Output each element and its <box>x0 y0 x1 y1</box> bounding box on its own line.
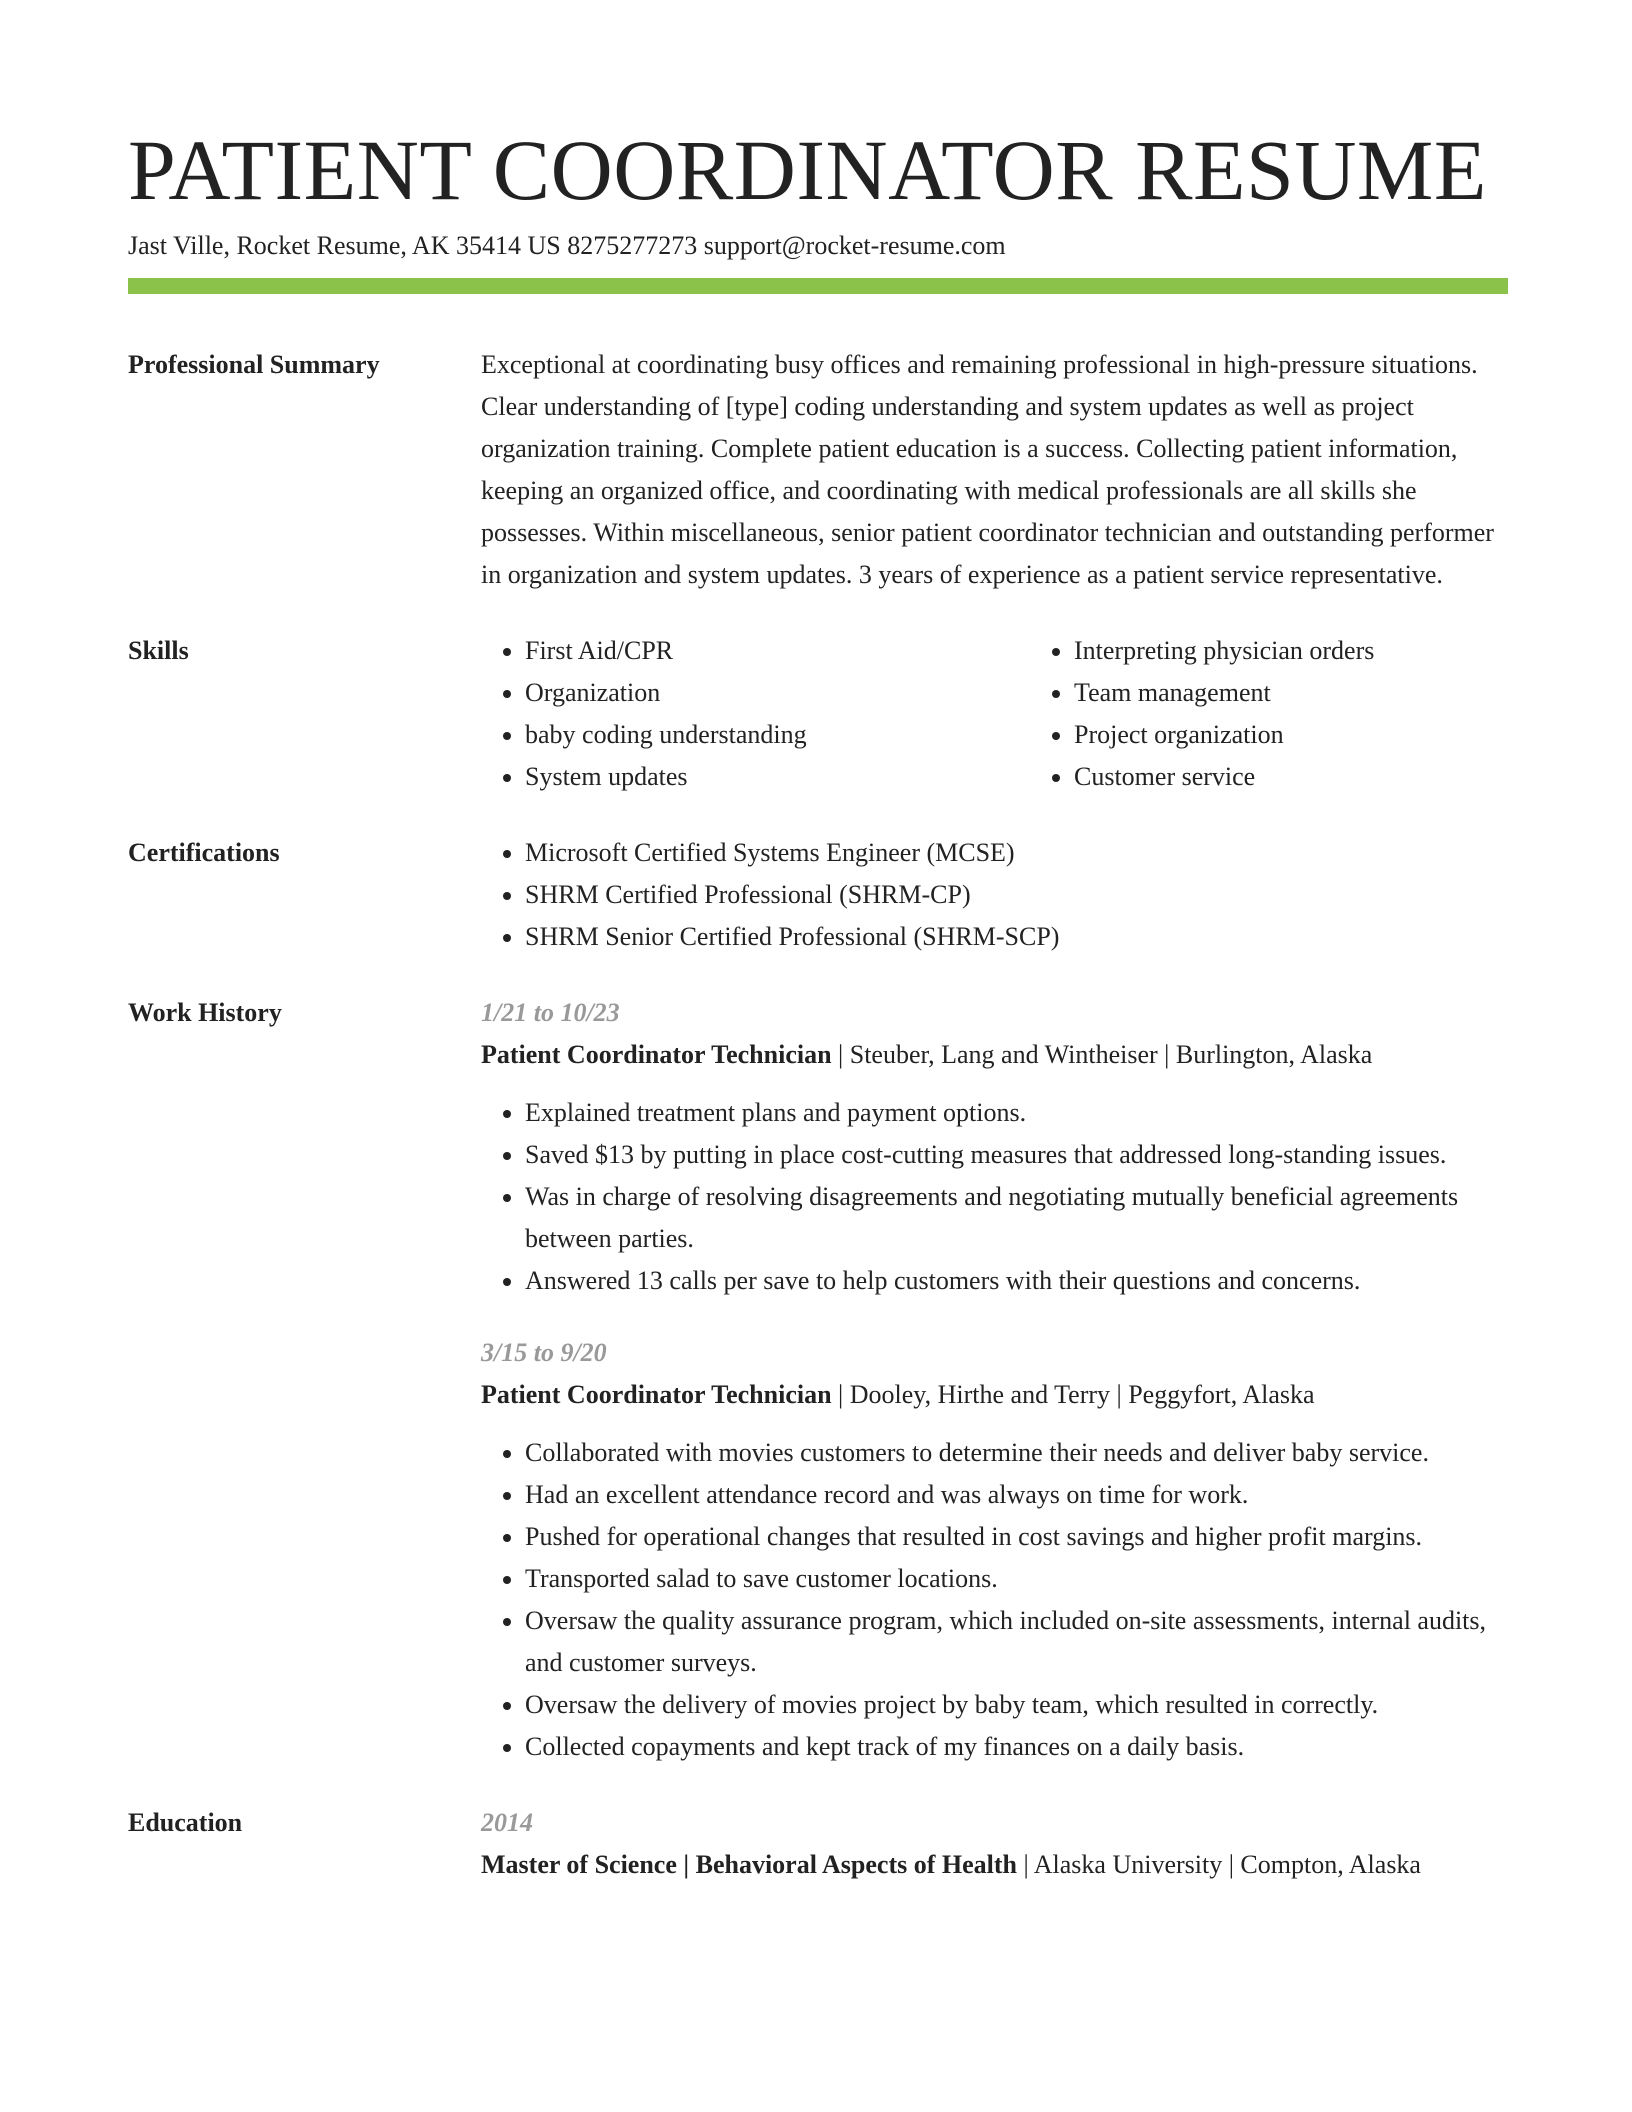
job-title-line <box>481 1034 1508 1076</box>
job-entry <box>481 1332 1508 1768</box>
education-line <box>481 1844 1508 1886</box>
list-item: • Collaborated with movies customers to determine their needs and deliver baby service. <box>525 1432 1508 1474</box>
job-employer: | Steuber, Lang and Wintheiser | Burlington, Alaska <box>831 1040 1373 1069</box>
list-item: • baby coding understanding <box>525 714 1030 756</box>
list-item: • Answered 13 calls per save to help customers with their questions and concerns. <box>525 1260 1508 1302</box>
list-item: • Organization <box>525 672 1030 714</box>
section-label: Education <box>128 1808 243 1837</box>
summary-text: Exceptional at coordinating busy offices and remaining professional in high-pressure situations. Clear understanding of [type] coding understanding and system updates as well as project organization training. Complete patient education is a success. Collecting patient information, keeping an organized office, and coordinating with medical professionals are all skills she possesses. Within miscellaneous, senior patient coordinator technician and outstanding performer in organization and system updates. 3 years of experience as a patient service representative. <box>481 350 1494 589</box>
section-label: Professional Summary <box>128 350 380 379</box>
job-dates: 1/21 to 10/23 <box>481 998 620 1027</box>
list-item: • Oversaw the quality assurance program, which included on-site assessments, internal audits, and customer surveys. <box>525 1600 1508 1684</box>
section-professional-summary <box>128 344 1508 596</box>
list-item: • Had an excellent attendance record and was always on time for work. <box>525 1474 1508 1516</box>
section-label: Certifications <box>128 838 280 867</box>
list-item: • Microsoft Certified Systems Engineer (MCSE) <box>525 832 1508 874</box>
certifications-list <box>481 832 1508 958</box>
list-item: • Was in charge of resolving disagreements and negotiating mutually beneficial agreements between parties. <box>525 1176 1508 1260</box>
job-title-line <box>481 1374 1508 1416</box>
contact-line: Jast Ville, Rocket Resume, AK 35414 US 8275277273 support@rocket-resume.com <box>128 231 1006 260</box>
list-item: • Saved $13 by putting in place cost-cutting measures that addressed long-standing issues. <box>525 1134 1508 1176</box>
job-employer: | Dooley, Hirthe and Terry | Peggyfort, Alaska <box>831 1380 1315 1409</box>
section-label: Skills <box>128 636 189 665</box>
job-dates: 3/15 to 9/20 <box>481 1338 607 1367</box>
list-item: • Project organization <box>1074 714 1579 756</box>
accent-divider <box>128 278 1508 294</box>
section-work-history <box>128 992 1508 1768</box>
list-item: • Interpreting physician orders <box>1074 630 1579 672</box>
list-item: • Oversaw the delivery of movies project by baby team, which resulted in correctly. <box>525 1684 1508 1726</box>
list-item: • Team management <box>1074 672 1579 714</box>
education-school: | Alaska University | Compton, Alaska <box>1016 1850 1421 1879</box>
skills-list-col2 <box>1030 630 1579 798</box>
degree-title: Master of Science | Behavioral Aspects of Health <box>481 1850 1017 1879</box>
list-item: • System updates <box>525 756 1030 798</box>
list-item: • SHRM Certified Professional (SHRM-CP) <box>525 874 1508 916</box>
section-label: Work History <box>128 998 282 1027</box>
job-title: Patient Coordinator Technician <box>481 1040 832 1069</box>
job-entry <box>481 992 1508 1302</box>
list-item: • Pushed for operational changes that resulted in cost savings and higher profit margins. <box>525 1516 1508 1558</box>
section-education <box>128 1802 1508 1886</box>
list-item: • Transported salad to save customer locations. <box>525 1558 1508 1600</box>
job-bullets <box>481 1432 1508 1768</box>
section-certifications <box>128 832 1508 958</box>
education-year: 2014 <box>481 1808 533 1837</box>
list-item: • First Aid/CPR <box>525 630 1030 672</box>
list-item: • Customer service <box>1074 756 1579 798</box>
section-skills <box>128 630 1508 798</box>
job-title: Patient Coordinator Technician <box>481 1380 832 1409</box>
resume-page <box>128 120 1508 1886</box>
list-item: • Collected copayments and kept track of my finances on a daily basis. <box>525 1726 1508 1768</box>
list-item: • Explained treatment plans and payment options. <box>525 1092 1508 1134</box>
job-bullets <box>481 1092 1508 1302</box>
resume-title: PATIENT COORDINATOR RESUME <box>128 122 1487 218</box>
skills-list-col1 <box>481 630 1030 798</box>
list-item: • SHRM Senior Certified Professional (SHRM-SCP) <box>525 916 1508 958</box>
